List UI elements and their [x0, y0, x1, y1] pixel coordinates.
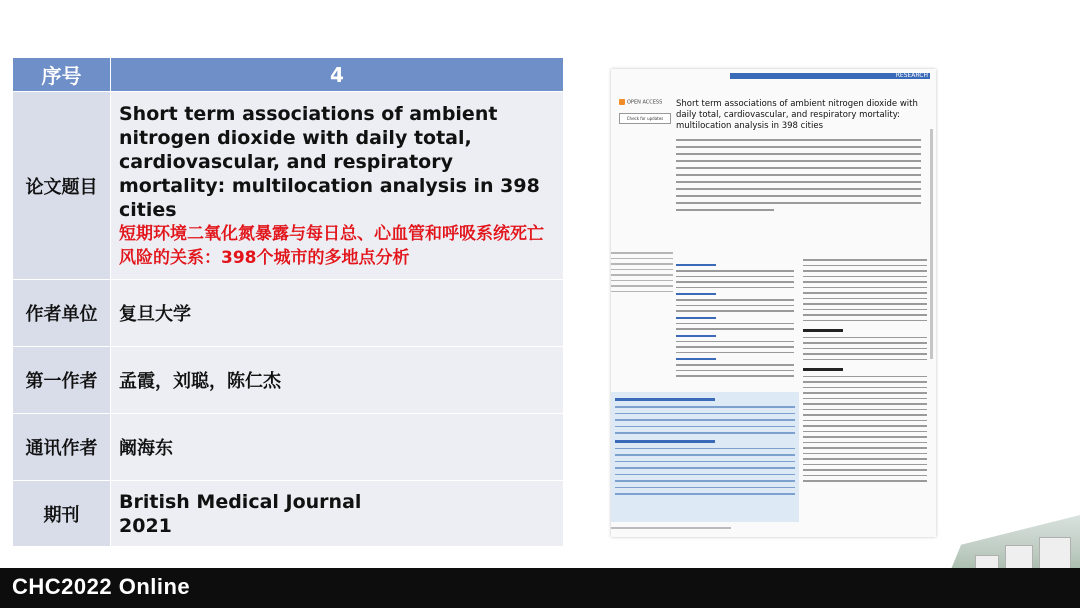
vertical-margin-text-placeholder	[930, 129, 933, 359]
journal-year: 2021	[119, 514, 172, 537]
abstract-placeholder	[676, 259, 794, 381]
journal-label: 期刊	[13, 481, 111, 547]
page-footer-placeholder	[611, 527, 731, 529]
header-value: 4	[111, 58, 564, 92]
check-updates-badge: Check for updates	[619, 113, 671, 124]
table-row-title	[13, 92, 564, 280]
first-author-label: 第一作者	[13, 347, 111, 414]
margin-notes-placeholder	[611, 252, 673, 296]
title-label: 论文题目	[13, 92, 111, 280]
header-label: 序号	[13, 58, 111, 92]
corresponding-author-label: 通讯作者	[13, 414, 111, 481]
affiliation-value: 复旦大学	[111, 280, 564, 347]
affiliation-label: 作者单位	[13, 280, 111, 347]
table-row-affiliation	[13, 280, 564, 347]
table-row-journal	[13, 481, 564, 547]
open-access-text: OPEN ACCESS	[627, 99, 663, 106]
research-label: RESEARCH	[895, 72, 928, 79]
conference-brand: CHC2022 Online	[12, 574, 191, 599]
paper-thumbnail-title: Short term associations of ambient nitrogen dioxide with daily total, cardiovascular, and respiratory mortality: multilocation analysis in 398 cities	[676, 99, 918, 131]
journal-name: British Medical Journal	[119, 490, 362, 513]
open-access-badge	[619, 99, 662, 106]
paper-info-table	[12, 57, 564, 547]
table-header-row	[13, 58, 564, 92]
summary-box-placeholder	[611, 392, 799, 522]
title-cell	[111, 92, 564, 280]
paper-title-english: Short term associations of ambient nitrogen dioxide with daily total, cardiovascular, and respiratory mortality: multilocation analysis in 398 cities	[119, 102, 540, 221]
table-row-first-author	[13, 347, 564, 414]
table-row-corresponding-author	[13, 414, 564, 481]
journal-cell	[111, 481, 564, 547]
first-author-value: 孟霞，刘聪，陈仁杰	[111, 347, 564, 414]
open-access-icon	[619, 99, 625, 105]
paper-thumbnail	[611, 69, 936, 537]
results-placeholder	[803, 259, 927, 486]
paper-title-chinese: 短期环境二氧化氮暴露与每日总、心血管和呼吸系统死亡风险的关系：398个城市的多地点分析	[119, 223, 544, 268]
author-list-placeholder	[676, 139, 921, 216]
corresponding-author-value: 阚海东	[111, 414, 564, 481]
